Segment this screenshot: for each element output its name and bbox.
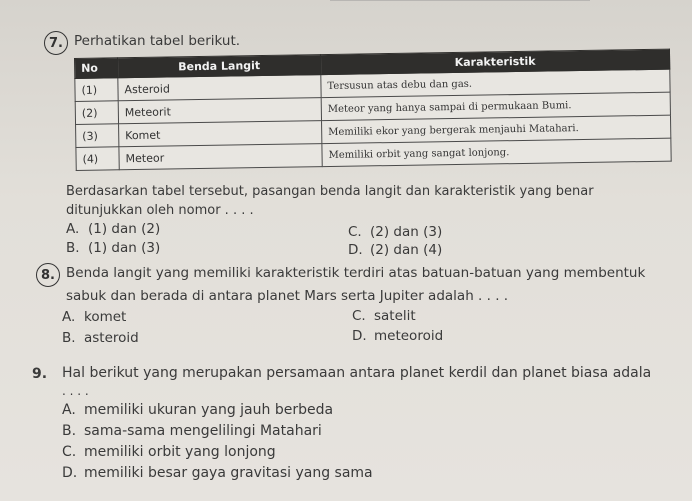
row-no: (4) [76, 147, 119, 171]
option-letter: A. [62, 309, 76, 325]
option-text: satelit [374, 308, 416, 324]
row-karakteristik: Meteor yang hanya sampai di permukaan Bumi. [321, 92, 670, 120]
row-benda: Meteorit [118, 98, 321, 124]
option-text: sama-sama mengelilingi Matahari [84, 423, 322, 439]
option-text: (2) dan (3) [370, 224, 443, 240]
q8-option-a[interactable] [62, 309, 126, 325]
q7-option-a[interactable] [66, 221, 160, 237]
question-8-stem-line2: sabuk dan berada di antara planet Mars serta Jupiter adalah . . . . [66, 288, 509, 304]
option-letter: A. [62, 402, 76, 418]
option-text: meteoroid [374, 328, 444, 344]
option-text: memiliki ukuran yang jauh berbeda [84, 402, 334, 418]
q7-option-b[interactable] [66, 240, 160, 256]
question-8-stem-line1: Benda langit yang memiliki karakteristik terdiri atas batuan-batuan yang membentuk [66, 265, 646, 281]
row-benda: Komet [119, 121, 322, 147]
row-karakteristik: Memiliki ekor yang bergerak menjauhi Matahari. [322, 115, 671, 143]
row-benda: Asteroid [118, 75, 321, 101]
option-letter: A. [66, 221, 80, 237]
header-no: No [75, 58, 118, 79]
question-7-prompt-line2: ditunjukkan oleh nomor . . . . [66, 203, 254, 218]
option-letter: D. [352, 328, 367, 344]
question-9-number: 9. [32, 366, 48, 382]
row-no: (2) [75, 101, 118, 125]
q8-option-b[interactable] [62, 330, 139, 346]
option-letter: D. [348, 242, 363, 258]
header-benda-langit: Benda Langit [118, 55, 321, 78]
q9-option-b[interactable] [62, 423, 322, 439]
row-karakteristik: Tersusun atas debu dan gas. [321, 69, 670, 97]
option-letter: C. [348, 224, 362, 240]
option-letter: B. [62, 423, 77, 439]
header-karakteristik: Karakteristik [320, 49, 669, 74]
row-karakteristik: Memiliki orbit yang sangat lonjong. [322, 138, 671, 166]
question-9-stem-line1: Hal berikut yang merupakan persamaan antara planet kerdil dan planet biasa adala [62, 365, 652, 381]
option-text: (1) dan (2) [88, 221, 161, 237]
question-8-number: 8. [36, 263, 60, 287]
option-text: asteroid [84, 330, 139, 346]
option-text: (1) dan (3) [88, 240, 161, 256]
row-no: (3) [76, 124, 119, 148]
option-text: memiliki orbit yang lonjong [84, 444, 276, 460]
option-letter: C. [62, 444, 77, 460]
option-letter: B. [66, 240, 80, 256]
option-letter: D. [62, 465, 78, 481]
row-benda: Meteor [119, 144, 322, 170]
q9-option-c[interactable] [62, 444, 276, 460]
option-text: memiliki besar gaya gravitasi yang sama [84, 465, 373, 481]
option-text: (2) dan (4) [370, 242, 443, 258]
question-7-prompt-line1: Berdasarkan tabel tersebut, pasangan benda langit dan karakteristik yang benar [66, 184, 594, 199]
q7-option-d[interactable] [348, 242, 442, 258]
top-edge-marks [330, 0, 590, 11]
row-no: (1) [75, 78, 118, 102]
question-7-stem: Perhatikan tabel berikut. [74, 33, 241, 49]
option-text: komet [84, 309, 127, 325]
celestial-bodies-table [74, 49, 672, 171]
q7-option-c[interactable] [348, 224, 442, 240]
q9-option-a[interactable] [62, 402, 333, 418]
q9-option-d[interactable] [62, 465, 373, 481]
question-7-number: 7. [44, 31, 68, 55]
q8-option-d[interactable] [352, 328, 443, 344]
q8-option-c[interactable] [352, 308, 416, 324]
question-9-stem-line2: . . . . [62, 384, 89, 398]
option-letter: B. [62, 330, 76, 346]
option-letter: C. [352, 308, 366, 324]
